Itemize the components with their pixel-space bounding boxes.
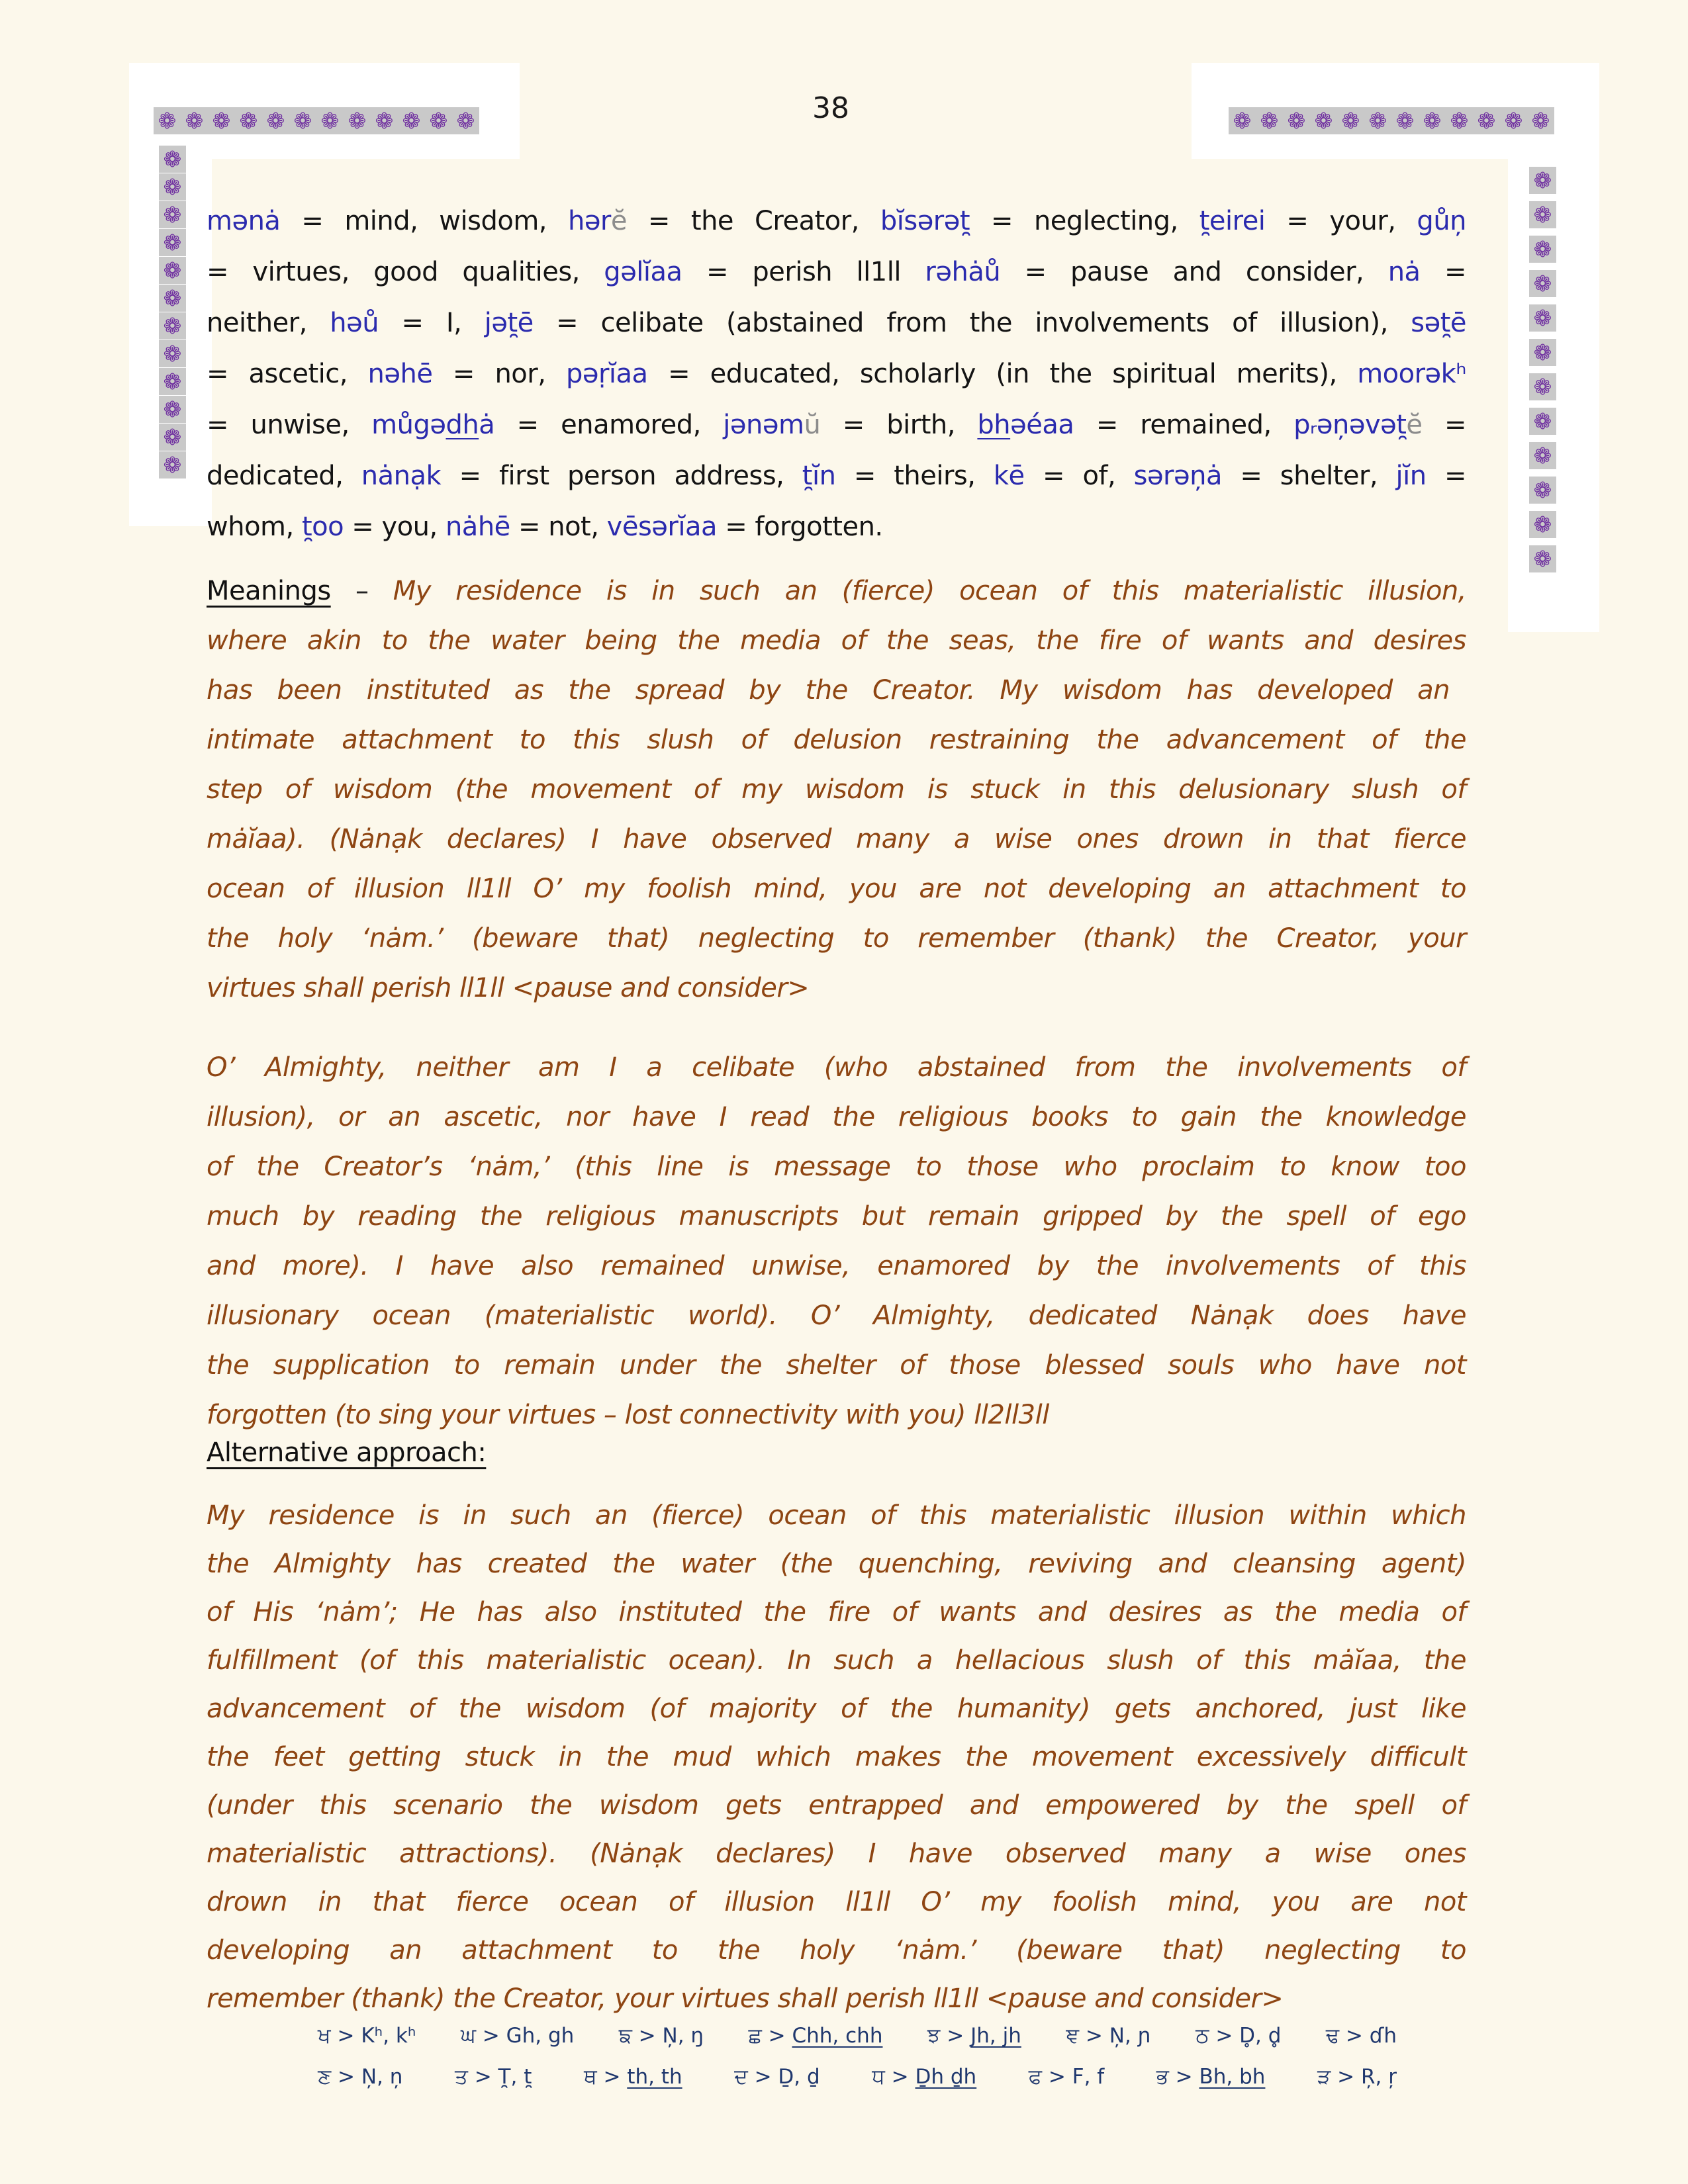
text-segment: = virtues, good qualities, [207,257,604,287]
legend-separator: > [761,2024,792,2048]
legend-separator: > [747,2065,778,2089]
roman-transliteration: Ņ, ņ [361,2065,403,2089]
text-line [207,1637,1466,1685]
text-segment: = educated, scholarly (in the spiritual merits), [647,359,1358,389]
flower-icon: ❁ [402,108,421,134]
flower-icon: ❁ [1533,374,1552,400]
text-segment: = ascetic, [207,359,368,389]
roman-transliteration: Gh, gh [506,2024,575,2048]
flower-icon: ❁ [320,108,340,134]
text-segment: sət̯ē [1411,308,1467,338]
text-segment: mənȧ [207,206,281,236]
text-segment: sərəņȧ [1133,461,1222,491]
text-segment: ocean of illusion ll1ll O’ my foolish mind, you are not developing an attachment to [207,874,1466,904]
text-segment: = unwise, [207,410,372,440]
ornament-cell [1529,442,1556,469]
text-segment: kē [993,461,1025,491]
text-segment: ĕ [1406,410,1423,440]
flower-icon: ❁ [163,452,182,478]
text-segment: jənəm [723,410,804,440]
text-line [207,1291,1466,1341]
ornament-cell [159,424,186,451]
ornament-cell [1529,339,1556,366]
legend-item [1196,2024,1281,2048]
ornament-cell [159,312,186,340]
legend-separator: > [330,2024,361,2048]
text-segment: = not, [510,512,607,542]
text-segment: hər [567,206,611,236]
text-line [207,1975,1466,2023]
text-segment: moorəkʰ [1357,359,1466,389]
text-line [207,1588,1466,1637]
legend-separator: > [1042,2065,1072,2089]
legend-item [318,2065,402,2089]
text-line [207,815,1466,864]
text-segment: = nor, [432,359,566,389]
text-line [207,1242,1466,1291]
flower-icon: ❁ [1287,108,1306,134]
text-line [207,1540,1466,1588]
text-line [207,1142,1466,1192]
roman-transliteration: Ņ, ŋ [662,2024,704,2048]
roman-transliteration: Jh, jh [970,2024,1021,2048]
legend-separator: > [467,2065,498,2089]
ornament-cell [1529,304,1556,332]
text-segment: fulfillment (of this materialistic ocean). In such a hellacious slush of this mȧĭaa, the [207,1645,1466,1676]
text-segment: ĕ [610,206,627,236]
gurmukhi-letter: ਥ [583,2065,597,2089]
text-segment: = shelter, [1221,461,1396,491]
transliteration-legend-row-2 [318,2065,1397,2089]
flower-icon: ❁ [1533,236,1552,262]
text-line [207,298,1466,349]
roman-transliteration: D̥, d̥ [1239,2024,1282,2048]
text-segment: has been instituted as the spread by the Creator. My wisdom has developed an [207,675,1450,705]
text-line [207,666,1466,715]
text-segment: nȧnạk [361,461,442,491]
text-segment: much by reading the religious manuscripts but remain gripped by the spell of ego [207,1201,1466,1232]
flower-icon: ❁ [429,108,448,134]
text-segment: remember (thank) the Creator, your virtues shall perish ll1ll <pause and consider> [207,1983,1284,2014]
text-line [207,400,1466,451]
text-segment: materialistic attractions). (Nȧnạk declares) I have observed many a wise ones [207,1839,1466,1869]
text-segment: illusionary ocean (materialistic world). O’ Almighty, dedicated Nȧnạk does have [207,1300,1466,1331]
text-segment: = your, [1265,206,1417,236]
ornament-column-left [159,146,186,478]
text-segment: the supplication to remain under the shelter of those blessed souls who have not [207,1350,1466,1381]
text-segment: = of, [1024,461,1134,491]
text-segment: t̯eirei [1199,206,1266,236]
text-segment: the feet getting stuck in the mud which makes the movement excessively difficult [207,1742,1466,1772]
text-line [207,1878,1466,1927]
flower-icon: ❁ [456,108,475,134]
text-segment: My residence is in such an (fierce) ocean of this materialistic illusion, [393,576,1466,606]
legend-separator: > [884,2065,915,2089]
text-segment: gəlĭaa [604,257,682,287]
flower-icon: ❁ [1533,305,1552,331]
text-line [207,196,1466,247]
text-line [207,914,1466,964]
roman-transliteration: Ḏh ḏh [915,2065,977,2089]
text-segment: dh [445,410,479,440]
flower-icon: ❁ [1533,477,1552,503]
gurmukhi-letter: ਘ [460,2024,476,2048]
ornament-cell [159,368,186,395]
legend-item [748,2024,882,2048]
text-segment: My residence is in such an (fierce) ocean of this materialistic illusion within which [207,1500,1466,1531]
flower-icon: ❁ [1395,108,1415,134]
text-line [207,1341,1466,1390]
ornament-column-right [1529,167,1556,572]
gurmukhi-letter: ੜ [1317,2065,1331,2089]
flower-icon: ❁ [1533,271,1552,296]
roman-transliteration: Ŗ, ŗ [1360,2065,1397,2089]
ornament-cell [159,257,186,284]
ornament-cell [159,451,186,478]
ornament-cell [159,396,186,423]
legend-item [872,2065,976,2089]
text-segment: = you, [344,512,445,542]
legend-item [318,2024,416,2048]
text-segment: mȧĭaa). (Nȧnạk declares) I have observed many a wise ones drown in that fierce [207,824,1466,854]
text-segment: the holy ‘nȧm.’ (beware that) neglecting to remember (thank) the Creator, your [207,923,1466,954]
legend-separator: > [331,2065,361,2089]
flower-icon: ❁ [163,230,182,255]
roman-transliteration: T̯, t̯ [498,2065,532,2089]
legend-item [1066,2024,1150,2048]
text-line [207,765,1466,815]
text-segment: nȧhē [445,512,510,542]
gurmukhi-letter: ਤ [455,2065,468,2089]
text-line [207,502,1466,553]
text-line [207,1733,1466,1782]
transliteration-legend-row-1 [318,2024,1397,2048]
text-segment: = birth, [820,410,978,440]
text-segment: Meanings [207,576,331,606]
text-segment: həů [330,308,379,338]
text-line [207,1492,1466,1540]
legend-separator: > [1168,2065,1199,2089]
text-line [207,349,1466,400]
gurmukhi-letter: ਞ [1066,2024,1080,2048]
text-segment: = mind, wisdom, [280,206,568,236]
text-line [207,1685,1466,1733]
ornament-cell [1529,373,1556,400]
text-segment: and more). I have also remained unwise, enamored by the involvements of this [207,1251,1466,1281]
alternative-approach-paragraph [207,1492,1466,2023]
flower-icon: ❁ [1504,108,1523,134]
flower-icon: ❁ [163,257,182,283]
meanings-paragraph-2 [207,1043,1466,1440]
roman-transliteration: Ḏ, ḏ [778,2065,820,2089]
ornament-cell [159,173,186,201]
flower-icon: ❁ [163,174,182,200]
legend-item [1029,2065,1104,2089]
text-segment: = neglecting, [970,206,1199,236]
flower-icon: ❁ [1260,108,1279,134]
text-segment: rəhȧů [925,257,1001,287]
text-segment: = [1426,461,1467,491]
text-segment: t̯ĭn [802,461,836,491]
flower-icon: ❁ [1341,108,1360,134]
legend-item [734,2065,820,2089]
text-segment: gůņ [1417,206,1467,236]
text-segment: pᵣəņəvət̯ [1293,410,1407,440]
text-line [207,1927,1466,1975]
ornament-cell [159,229,186,256]
text-line [207,1192,1466,1242]
text-segment: = enamored, [494,410,724,440]
text-segment: bh [977,410,1011,440]
gurmukhi-letter: ਙ [618,2024,632,2048]
text-segment: virtues shall perish ll1ll <pause and consider> [207,973,810,1003]
text-segment: (under this scenario the wisdom gets entrapped and empowered by the spell of [207,1790,1466,1821]
flower-icon: ❁ [185,108,204,134]
ornament-cell [1529,270,1556,297]
flower-icon: ❁ [1533,202,1552,228]
flower-icon: ❁ [1314,108,1333,134]
legend-item [461,2024,574,2048]
legend-separator: > [940,2024,971,2048]
text-segment: drown in that fierce ocean of illusion ll1ll O’ my foolish mind, you are not [207,1887,1466,1917]
text-segment: intimate attachment to this slush of delusion restraining the advancement of the [207,725,1466,755]
flower-icon: ❁ [1450,108,1469,134]
text-segment: bĭsərət̯ [880,206,970,236]
flower-icon: ❁ [1233,108,1252,134]
gurmukhi-letter: ਛ [748,2024,762,2048]
gurmukhi-letter: ਝ [927,2024,941,2048]
text-segment: vēsərĭaa [606,512,717,542]
text-line [207,1390,1466,1440]
text-segment: = theirs, [835,461,994,491]
gurmukhi-letter: ਦ [734,2065,748,2089]
legend-separator: > [1339,2024,1370,2048]
roman-transliteration: F, f [1072,2065,1105,2089]
text-segment: = pause and consider, [1000,257,1388,287]
flower-icon: ❁ [163,285,182,311]
gurmukhi-letter: ਫ [1028,2065,1043,2089]
word-gloss-paragraph [207,196,1466,553]
text-line [207,451,1466,502]
text-segment: nəhē [367,359,433,389]
roman-transliteration: th, th [627,2065,682,2089]
flower-icon: ❁ [1477,108,1496,134]
flower-icon: ❁ [1368,108,1387,134]
roman-transliteration: Chh, chh [792,2024,883,2048]
flower-icon: ❁ [239,108,258,134]
flower-icon: ❁ [1533,546,1552,572]
ornament-cell [1529,167,1556,194]
text-segment: = the Creator, [626,206,880,236]
text-segment: illusion), or an ascetic, nor have I read the religious books to gain the knowledge [207,1102,1466,1132]
text-segment: where akin to the water being the media of the seas, the fire of wants and desires [207,625,1466,656]
text-segment: = remained, [1074,410,1294,440]
roman-transliteration: Kʰ, kʰ [361,2024,416,2048]
roman-transliteration: Bh, bh [1199,2065,1266,2089]
text-line [207,1043,1466,1093]
text-segment: = [1422,410,1466,440]
flower-icon: ❁ [163,313,182,339]
flower-icon: ❁ [375,108,394,134]
ornament-cell [159,285,186,312]
text-line [207,247,1466,298]
text-line [207,616,1466,666]
flower-icon: ❁ [1423,108,1442,134]
text-segment: jət̯ē [484,308,534,338]
text-segment: = first person address, [441,461,802,491]
ornament-cell [159,146,186,173]
text-segment: advancement of the wisdom (of majority of the humanity) gets anchored, just like [207,1694,1466,1724]
text-segment: of the Creator’s ‘nȧm,’ (this line is message to those who proclaim to know too [207,1152,1466,1182]
roman-transliteration: ɗh [1369,2024,1397,2048]
meanings-paragraph-1 [207,567,1466,1013]
flower-icon: ❁ [163,396,182,422]
legend-separator: > [632,2024,663,2048]
flower-icon: ❁ [1533,167,1552,193]
flower-icon: ❁ [266,108,285,134]
flower-icon: ❁ [163,202,182,228]
text-segment: step of wisdom (the movement of my wisdom is stuck in this delusionary slush of [207,774,1466,805]
flower-icon: ❁ [1533,443,1552,469]
text-segment: t̯oo [301,512,344,542]
text-segment: můgə [371,410,446,440]
text-segment: əéaa [1010,410,1074,440]
legend-item [1156,2065,1266,2089]
text-segment: whom, [207,512,302,542]
ornament-cell [1529,477,1556,504]
gurmukhi-letter: ਧ [872,2065,885,2089]
text-segment: = perish ll1ll [682,257,925,287]
flower-icon: ❁ [1531,108,1550,134]
text-line [207,964,1466,1013]
flower-icon: ❁ [212,108,231,134]
text-segment: = forgotten. [716,512,883,542]
flower-icon: ❁ [293,108,312,134]
flower-icon: ❁ [1533,340,1552,365]
text-segment: ȧ [479,410,495,440]
ornament-cell [1529,511,1556,538]
legend-item [455,2065,532,2089]
flower-icon: ❁ [163,146,182,172]
ornament-cell [1529,201,1556,228]
flower-icon: ❁ [163,424,182,450]
text-segment: of His ‘nȧm’; He has also instituted the fire of wants and desires as the media of [207,1597,1466,1627]
alternative-approach-heading: Alternative approach: [207,1437,487,1468]
gurmukhi-letter: ਣ [318,2065,332,2089]
ornament-cell [1529,545,1556,572]
legend-item [584,2065,682,2089]
legend-separator: > [1209,2024,1240,2048]
ornament-cell [1529,236,1556,263]
text-segment: neither, [207,308,330,338]
text-segment: forgotten (to sing your virtues – lost connectivity with you) ll2ll3ll [207,1400,1049,1430]
gurmukhi-letter: ਠ [1196,2024,1209,2048]
flower-icon: ❁ [163,369,182,394]
text-segment: jĭn [1395,461,1427,491]
text-line [207,567,1466,616]
text-segment: pəṛĭaa [565,359,648,389]
text-segment: nȧ [1387,257,1421,287]
legend-item [1317,2065,1397,2089]
legend-separator: > [475,2024,506,2048]
gurmukhi-letter: ਖ [318,2024,331,2048]
legend-separator: > [1331,2065,1361,2089]
ornament-cell [159,340,186,367]
text-segment: = [1420,257,1466,287]
text-line [207,864,1466,914]
roman-transliteration: Ņ, ɲ [1109,2024,1151,2048]
text-line [207,1830,1466,1878]
text-segment: dedicated, [207,461,361,491]
legend-item [927,2024,1021,2048]
text-segment: = I, [379,308,485,338]
flower-icon: ❁ [163,341,182,367]
flower-icon: ❁ [1533,512,1552,537]
flower-icon: ❁ [1533,408,1552,434]
legend-item [619,2024,704,2048]
text-line [207,1093,1466,1142]
legend-separator: > [1079,2024,1109,2048]
legend-separator: > [596,2065,628,2089]
ornament-cell [1529,408,1556,435]
legend-item [1326,2024,1397,2048]
ornament-cell [159,201,186,228]
page-number: 38 [812,91,849,125]
text-line [207,715,1466,765]
text-segment: ŭ [804,410,821,440]
gurmukhi-letter: ਢ [1325,2024,1340,2048]
text-segment: – [330,576,393,606]
text-segment: the Almighty has created the water (the quenching, reviving and cleansing agent) [207,1549,1466,1579]
flower-icon: ❁ [158,108,177,134]
gurmukhi-letter: ਭ [1156,2065,1169,2089]
flower-icon: ❁ [348,108,367,134]
text-segment: = celibate (abstained from the involvements of illusion), [533,308,1411,338]
text-segment: developing an attachment to the holy ‘nȧm.’ (beware that) neglecting to [207,1935,1466,1966]
text-segment: O’ Almighty, neither am I a celibate (who abstained from the involvements of [207,1052,1466,1083]
text-line [207,1782,1466,1830]
